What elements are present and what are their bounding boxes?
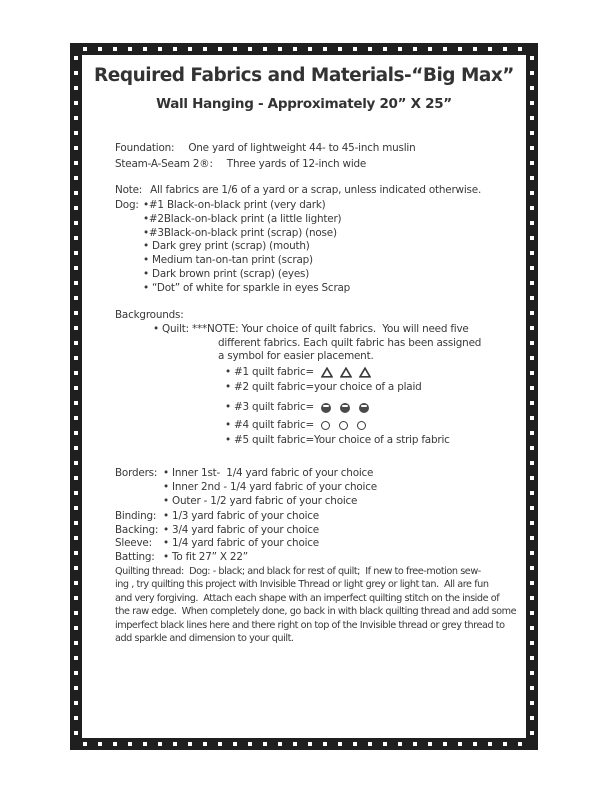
quilting-thread-line: ing , try quilting this project with Invisible Thread or light grey or light tan. All are fun xyxy=(115,579,489,591)
sleeve-label: Sleeve: xyxy=(115,537,152,550)
filled-circle-symbols xyxy=(321,403,378,413)
materials-section xyxy=(115,141,518,172)
open-circle-icon xyxy=(339,421,348,430)
steam-a-seam-row xyxy=(115,157,518,173)
quilt-note-line: a symbol for easier placement. xyxy=(218,350,374,363)
foundation-value: One yard of lightweight 44- to 45-inch muslin xyxy=(188,142,416,154)
border-item: • Outer - 1/2 yard fabric of your choice xyxy=(163,494,358,507)
border-dots-left xyxy=(74,56,78,737)
backing-label: Backing: xyxy=(115,523,159,536)
quilt-fabric-list xyxy=(115,364,518,448)
page-content xyxy=(82,55,526,738)
quilting-thread-line: and very forgiving. Attach each shape with an imperfect quilting stitch on the inside of xyxy=(115,592,500,604)
triangle-icon xyxy=(340,367,352,378)
binding-value: • 1/3 yard fabric of your choice xyxy=(163,510,319,522)
sleeve-row xyxy=(115,537,518,551)
quilt-fabric-row xyxy=(115,417,518,434)
backgrounds-label: Backgrounds: xyxy=(115,309,184,321)
batting-label: Batting: xyxy=(115,550,155,563)
open-circle-icon xyxy=(357,421,366,430)
batting-value: • To fit 27” X 22” xyxy=(163,550,248,563)
border-item: • Inner 1st- 1/4 yard fabric of your choice xyxy=(163,467,374,479)
quilt-fabric-row xyxy=(115,398,518,417)
fabric-3-text: • #3 quilt fabric= xyxy=(225,400,314,413)
sleeve-value: • 1/4 yard fabric of your choice xyxy=(163,537,319,550)
quilt-fabric-row xyxy=(115,434,518,448)
filled-circle-icon xyxy=(321,403,331,413)
backing-row xyxy=(115,524,518,538)
quilt-note-line: different fabrics. Each quilt fabric has been assigned xyxy=(218,336,482,349)
borders-section xyxy=(115,467,518,508)
page-title: Required Fabrics and Materials-“Big Max” xyxy=(94,65,514,86)
quilting-thread-line: the raw edge. When completely done, go back in with black quilting thread and add some xyxy=(115,606,517,618)
fabric-4-text: • #4 quilt fabric= xyxy=(225,418,314,431)
quilt-note xyxy=(115,323,518,364)
triangle-icon xyxy=(321,367,333,378)
steam-a-seam-label: Steam-A-Seam 2®: xyxy=(115,157,213,170)
binding-label: Binding: xyxy=(115,510,157,522)
triangle-symbols xyxy=(321,367,378,378)
foundation-label: Foundation: xyxy=(115,142,175,154)
quilting-thread-line: Quilting thread: Dog: - black; and black for rest of quilt; If new to free-motion sew- xyxy=(115,566,481,577)
filled-circle-icon xyxy=(359,403,369,413)
note-text: All fabrics are 1/6 of a yard or a scrap, unless indicated otherwise. xyxy=(150,184,482,196)
page-subtitle: Wall Hanging - Approximately 20” X 25” xyxy=(156,96,452,112)
steam-a-seam-value: Three yards of 12-inch wide xyxy=(226,157,367,170)
dog-materials-section xyxy=(115,199,518,296)
open-circle-symbols xyxy=(321,421,375,430)
triangle-icon xyxy=(359,367,371,378)
quilting-thread-line: add sparkle and dimension to your quilt. xyxy=(115,633,294,645)
quilting-thread-paragraph xyxy=(115,565,518,645)
dog-item: • “Dot” of white for sparkle in eyes Scrap xyxy=(143,281,351,294)
supplies-section xyxy=(115,510,518,564)
backing-value: • 3/4 yard fabric of your choice xyxy=(163,523,319,536)
dog-item: • Medium tan-on-tan print (scrap) xyxy=(143,254,313,267)
borders-label: Borders: xyxy=(115,467,158,479)
dog-item: • Dark grey print (scrap) (mouth) xyxy=(143,240,310,253)
border-item: • Inner 2nd - 1/4 yard fabric of your choice xyxy=(163,480,377,493)
dog-label: Dog: xyxy=(115,199,139,211)
border-dots-bottom xyxy=(83,742,525,746)
fabric-5-text: • #5 quilt fabric=Your choice of a strip fabric xyxy=(225,434,450,447)
note-section xyxy=(115,184,518,198)
filled-circle-icon xyxy=(340,403,350,413)
open-circle-icon xyxy=(321,421,330,430)
dog-item: •#1 Black-on-black print (very dark) xyxy=(143,199,326,211)
foundation-row xyxy=(115,141,518,157)
quilt-fabric-row xyxy=(115,381,518,395)
dog-item: •#2Black-on-black print (a little lighter) xyxy=(143,212,342,225)
quilting-thread-line: imperfect black lines here and there right on top of the Invisible thread or grey thread to xyxy=(115,619,505,631)
note-label: Note: xyxy=(115,184,143,196)
quilt-note-line: • Quilt: ***NOTE: Your choice of quilt fabrics. You will need five xyxy=(153,323,469,335)
border-dots-top xyxy=(83,47,525,51)
fabric-2-text: • #2 quilt fabric=your choice of a plaid xyxy=(225,381,422,394)
binding-row xyxy=(115,510,518,524)
quilt-fabric-row xyxy=(115,364,518,381)
batting-row xyxy=(115,551,518,565)
border-dots-right xyxy=(530,56,534,737)
fabric-1-text: • #1 quilt fabric= xyxy=(225,365,314,378)
dog-item: • Dark brown print (scrap) (eyes) xyxy=(143,267,310,280)
dog-item: •#3Black-on-black print (scrap) (nose) xyxy=(143,226,337,239)
